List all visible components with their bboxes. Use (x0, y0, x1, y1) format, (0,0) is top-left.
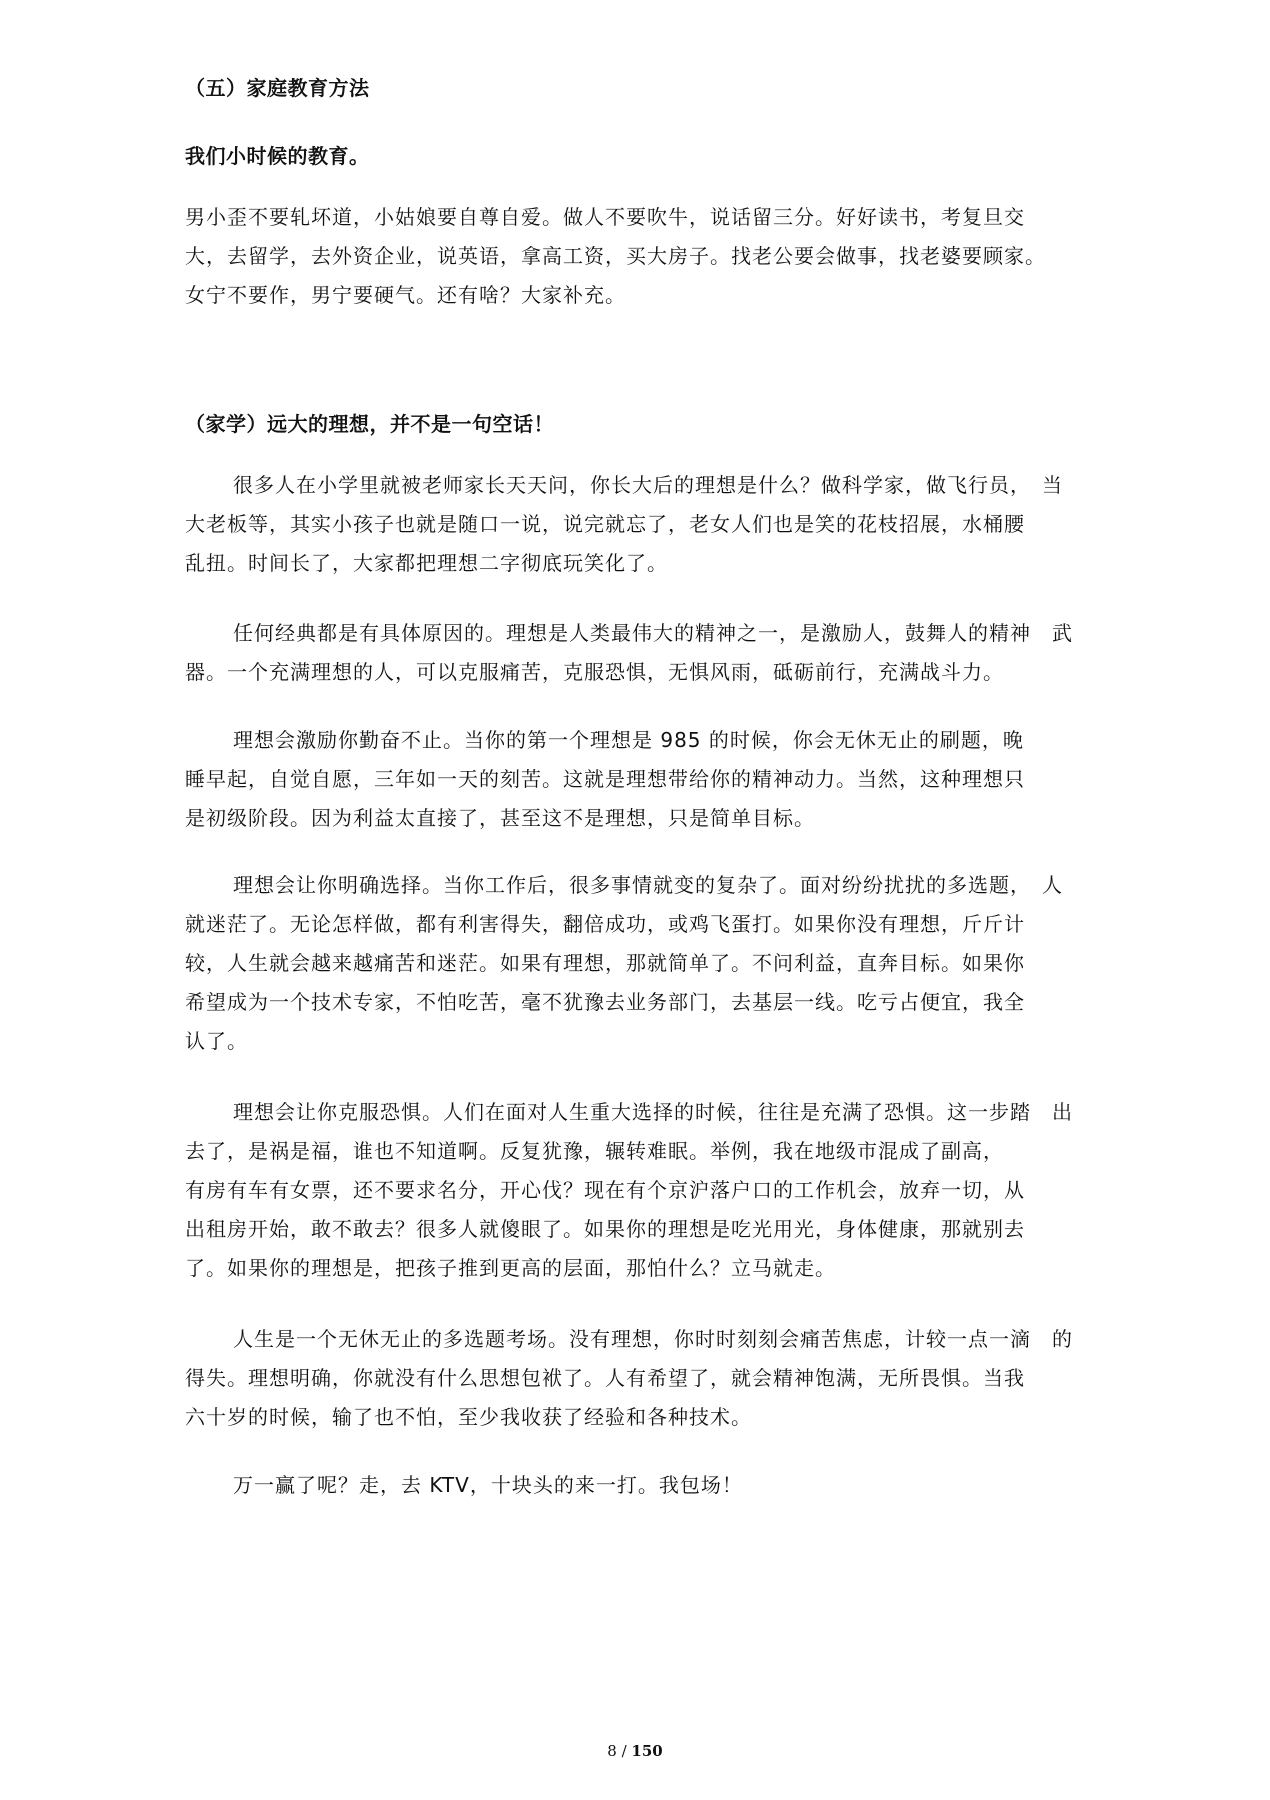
paragraph-4 (185, 866, 1090, 1061)
text-line: 有房有车有女票，还不要求名分，开心伐？现在有个京沪落户口的工作机会，放弃一切，从 (185, 1178, 1025, 1202)
page-separator: / (621, 1742, 627, 1760)
text-line: 理想会激励你勤奋不止。当你的第一个理想是 985 的时候，你会无休无止的刷题，晚 (233, 728, 1024, 752)
text-line: 很多人在小学里就被老师家长天天问，你长大后的理想是什么？做科学家，做飞行员， 当 (233, 473, 1063, 497)
text-line: 人生是一个无休无止的多选题考场。没有理想，你时时刻刻会痛苦焦虑，计较一点一滴 的 (233, 1327, 1073, 1351)
text-line: 乱扭。时间长了，大家都把理想二字彻底玩笑化了。 (185, 551, 668, 575)
text-line: 睡早起，自觉自愿，三年如一天的刻苦。这就是理想带给你的精神动力。当然，这种理想只 (185, 767, 1025, 791)
text-line: 就迷茫了。无论怎样做，都有利害得失，翻倍成功，或鸡飞蛋打。如果你没有理想，斤斤计 (185, 912, 1025, 936)
paragraph-3 (185, 721, 1090, 838)
intro-paragraph (185, 198, 1090, 315)
text-line: 理想会让你克服恐惧。人们在面对人生重大选择的时候，往往是充满了恐惧。这一步踏 出 (233, 1100, 1073, 1124)
section-title: （五）家庭教育方法 (185, 76, 370, 100)
paragraph-6 (185, 1320, 1090, 1437)
total-pages: 150 (631, 1742, 663, 1760)
text-line: 六十岁的时候，输了也不怕，至少我收获了经验和各种技术。 (185, 1405, 752, 1429)
text-line: 大老板等，其实小孩子也就是随口一说，说完就忘了，老女人们也是笑的花枝招展，水桶腰 (185, 512, 1025, 536)
paragraph-5 (185, 1093, 1090, 1288)
text-line: 得失。理想明确，你就没有什么思想包袱了。人有希望了，就会精神饱满，无所畏惧。当我 (185, 1366, 1025, 1390)
text-line: 较，人生就会越来越痛苦和迷茫。如果有理想，那就简单了。不问利益，直奔目标。如果你 (185, 951, 1025, 975)
text-line: 出租房开始，敢不敢去？很多人就傻眼了。如果你的理想是吃光用光，身体健康，那就别去 (185, 1217, 1025, 1241)
text-line: 万一赢了呢？走，去 KTV，十块头的来一打。我包场！ (233, 1473, 743, 1497)
text-line: 去了，是祸是福，谁也不知道啊。反复犹豫，辗转难眠。举例，我在地级市混成了副高， (185, 1139, 1004, 1163)
page-number (0, 1742, 1270, 1760)
current-page: 8 (607, 1742, 617, 1760)
text-line: 器。一个充满理想的人，可以克服痛苦，克服恐惧，无惧风雨，砥砺前行，充满战斗力。 (185, 660, 1004, 684)
text-line: 男小歪不要轧坏道，小姑娘要自尊自爱。做人不要吹牛，说话留三分。好好读书，考复旦交 (185, 205, 1025, 229)
text-line: 任何经典都是有具体原因的。理想是人类最伟大的精神之一，是激励人，鼓舞人的精神 武 (233, 621, 1073, 645)
text-line: 希望成为一个技术专家，不怕吃苦，毫不犹豫去业务部门，去基层一线。吃亏占便宜，我全 (185, 990, 1025, 1014)
text-line: 是初级阶段。因为利益太直接了，甚至这不是理想，只是简单目标。 (185, 806, 815, 830)
text-line: 大，去留学，去外资企业，说英语，拿高工资，买大房子。找老公要会做事，找老婆要顾家。 (185, 244, 1046, 268)
text-line: 女宁不要作，男宁要硬气。还有啥？大家补充。 (185, 283, 626, 307)
text-line: 认了。 (185, 1029, 248, 1053)
paragraph-2 (185, 614, 1090, 692)
subtitle: 我们小时候的教育。 (185, 144, 370, 168)
article-title: （家学）远大的理想，并不是一句空话！ (185, 412, 554, 436)
text-line: 了。如果你的理想是，把孩子推到更高的层面，那怕什么？立马就走。 (185, 1256, 836, 1280)
paragraph-1 (185, 466, 1090, 583)
paragraph-7 (185, 1466, 1090, 1505)
text-line: 理想会让你明确选择。当你工作后，很多事情就变的复杂了。面对纷纷扰扰的多选题， 人 (233, 873, 1063, 897)
